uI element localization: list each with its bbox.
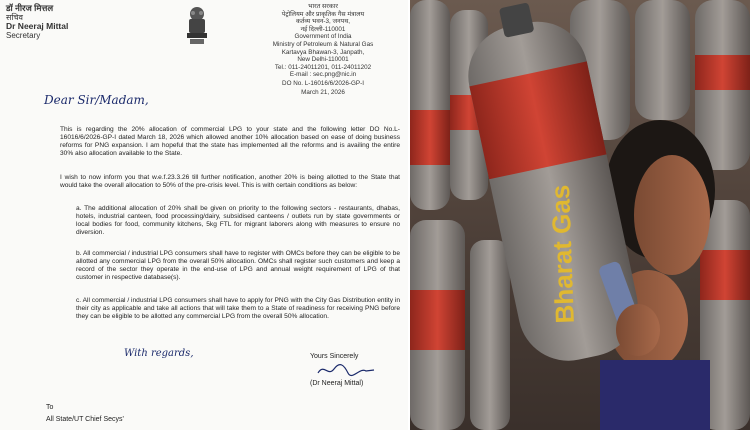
cylinders-illustration	[410, 0, 750, 430]
ministry-hindi-line1: भारत सरकार	[308, 3, 338, 10]
condition-c: c. All commercial / industrial LPG consumers shall have to apply for PNG with the City Gas Distribution entity in their city as applicable and take all actions that will take them to a State of readiness for receiving PNG before they can be eligible to be allotted any commercial LPG from the overall 50% allocation.	[76, 297, 400, 321]
sender-name-hindi: डॉ नीरज मित्तल	[6, 3, 54, 13]
sender-title-hindi: सचिव	[6, 13, 24, 22]
paragraph-1: This is regarding the 20% allocation of commercial LPG to your state and the following letter DO No.L-16016/6/2026-GP-I dated March 18, 2026 which allowed another 10% allocation based on ease of doing business reforms for PNG expansion. I am hopeful that the state has implemented all the reforms and is availing the entire 30% also allocation available to the State.	[60, 126, 400, 158]
addressee: All State/UT Chief Secys'	[46, 416, 124, 423]
do-number: DO No. L-16016/6/2026-GP-I	[282, 79, 364, 87]
ministry-phone: Tel.: 011-24011201, 011-24011202	[274, 63, 372, 71]
ministry-email: E-mail : sec.png@nic.in	[289, 71, 357, 79]
ministry-hindi-line2: पेट्रोलियम और प्राकृतिक गैस मंत्रालय	[281, 10, 365, 18]
ministry-block	[248, 3, 398, 96]
sender-name: Dr Neeraj Mittal	[6, 21, 69, 31]
signature-name: (Dr Neeraj Mittal)	[310, 380, 364, 387]
ministry-address-line1: Kartavya Bhawan-3, Janpath,	[281, 48, 365, 56]
condition-a: a. The additional allocation of 20% shall be given on priority to the following sectors - restaurants, dhabas, hotels, industrial canteen, food processing/dairy, subsidised canteens / outlets run by state governments or local bodies for food, community kitchens, 5kg FTL for migrant laborers along with measures to ensure no diversion.	[76, 205, 400, 237]
lpg-cylinders-photo	[410, 0, 750, 430]
signature-icon	[316, 361, 376, 379]
cylinder-brand-text: Bharat Gas	[545, 184, 580, 324]
closing-regards: With regards,	[124, 348, 194, 359]
salutation: Dear Sir/Madam,	[44, 93, 149, 107]
ministry-hindi-line4: नई दिल्ली-110001	[300, 25, 346, 33]
national-emblem-icon	[182, 4, 212, 48]
sender-title: Secretary	[6, 31, 41, 40]
ministry-name: Ministry of Petroleum & Natural Gas	[272, 40, 374, 48]
yours-sincerely: Yours Sincerely	[310, 353, 359, 360]
condition-b: b. All commercial / industrial LPG consumers shall have to register with OMCs before they can be eligible to be allotted any commercial LPG from the overall 50% allocation. OMCs shall register such customers and keep a record of the sector they operate in the end-use of LPG and annual weight requirement of LPG of that customer in respective database(s).	[76, 250, 400, 282]
to-label: To	[46, 404, 54, 411]
ministry-hindi-line3: कर्तव्य भवन-3, जनपथ,	[295, 18, 351, 26]
ministry-address-line2: New Delhi-110001	[297, 56, 349, 64]
government-label: Government of India	[294, 33, 352, 41]
letter-date: March 21, 2026	[301, 88, 345, 96]
paragraph-2: I wish to now inform you that w.e.f.23.3.26 till further notification, another 20% is being allotted to the State that would take the overall allocation to 50% of the pre-crisis level. This is with certain conditions as below:	[60, 174, 400, 190]
sender-block	[6, 4, 68, 40]
